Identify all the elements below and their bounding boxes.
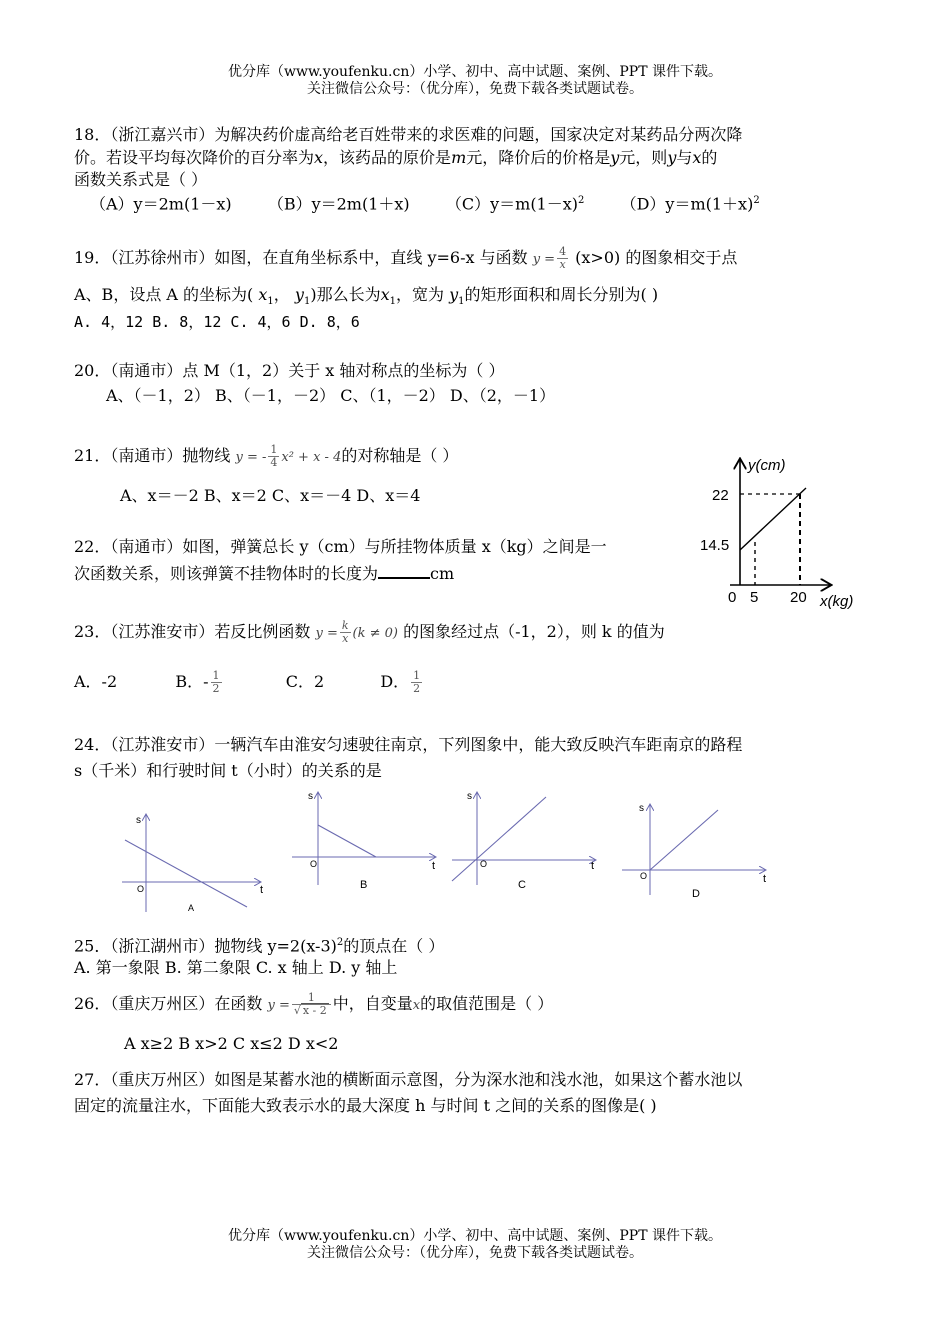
q20-line-1: 20．（南通市）点 M（1，2）关于 x 轴对称点的坐标为（ ） — [74, 361, 505, 380]
q24-a-s: s — [136, 815, 141, 826]
q24-b-label: B — [360, 879, 368, 891]
q24-graph-a — [122, 815, 263, 913]
q24-line-2: s（千米）和行驶时间 t（小时）的关系的是 — [74, 761, 382, 780]
q24-a-t: t — [260, 884, 264, 896]
q25-line-1: 25．（浙江湖州市）抛物线 $y=2(x-3)^2$的顶点在（ ） — [74, 936, 445, 956]
q24-graph-c — [452, 791, 595, 891]
q24-a-o: O — [137, 884, 145, 894]
q22-answer-blank — [378, 563, 430, 579]
q19-line-2: A、B，设点 A 的坐标为( $x_1$， $y_1$)那么长为$x_1$，宽为 $y_1$的矩形面积和周长分别为( ) — [74, 285, 659, 308]
q23-half-d: $\frac{1}{2}$ — [413, 669, 421, 695]
footer-line-1: 优分库（www.youfenku.cn）小学、初中、高中试题、案例、PPT 课件下载。 — [227, 1228, 722, 1244]
q18-option-b: （B）y＝2m(1＋x) — [267, 194, 410, 214]
q24-b-t: t — [432, 860, 436, 872]
q24-d-s: s — [639, 803, 644, 814]
q24-d-label: D — [692, 888, 700, 900]
q24-a-label: A — [188, 903, 195, 913]
q18-option-d: （D）y＝m(1＋x) — [620, 194, 754, 214]
q22-line — [740, 488, 806, 550]
q24-d-t: t — [763, 873, 767, 885]
q22-line-2: 次函数关系，则该弹簧不挂物体时的长度为 cm — [74, 564, 455, 583]
q22-ylabel: y(cm) — [748, 457, 786, 474]
q19-options: A. 4，12 B. 8，12 C. 4，6 D. 8，6 — [74, 313, 360, 331]
q27-line-2: 固定的流量注水，下面能大致表示水的最大深度 h 与时间 t 之间的关系的图像是( ) — [74, 1096, 657, 1115]
q24-b-s: s — [308, 791, 313, 802]
q24-d-o: O — [640, 871, 648, 881]
q22-spring-chart — [700, 450, 870, 615]
q24-graph-b — [292, 791, 435, 891]
q19-fraction: $\frac{4}{x}$ — [559, 245, 567, 271]
q24-c-t: t — [591, 860, 595, 872]
q20-options: A、（－1，2） B、（－1，－2） C、（1，－2） D、（2，－1） — [106, 386, 556, 405]
q25-options: A. 第一象限 B. 第二象限 C. x 轴上 D. y 轴上 — [74, 958, 398, 977]
q26-line-1: 26．（重庆万州区）在函数 y = $\frac{1}{√ x - 2}$ 中，自变量x的取值范围是（ ） — [74, 991, 554, 1017]
q22-line-1: 22．（南通市）如图，弹簧总长 y（cm）与所挂物体质量 x（kg）之间是一 — [74, 537, 607, 556]
q24-graphs — [110, 785, 800, 920]
q24-c-o: O — [480, 859, 488, 869]
q23-option-d: D． — [380, 672, 410, 691]
q24-graph-d — [622, 803, 766, 900]
q23-option-c: C．2 — [285, 672, 325, 691]
page-footer — [0, 1228, 950, 1262]
footer-line-2: 关注微信公众号：（优分库），免费下载各类试题试卷。 — [307, 1245, 643, 1261]
q22-tick-20: 20 — [790, 589, 807, 606]
q26-options: A x≥2 B x>2 C x≤2 D x<2 — [124, 1034, 339, 1053]
q21-options: A、x＝－2 B、x＝2 C、x＝－4 D、x＝4 — [120, 486, 421, 505]
q19-line-1: 19．（江苏徐州市）如图，在直角坐标系中，直线 y=6-x 与函数 y = $\frac{4}{x}$ (x>0) 的图象相交于点 — [74, 245, 738, 271]
q23-half-b: $\frac{1}{2}$ — [212, 669, 220, 695]
q21-fraction: $\frac{1}{4}$ — [270, 443, 278, 469]
q24-b-o: O — [310, 859, 318, 869]
q23-option-a: A．-2 — [74, 672, 118, 691]
page-header — [0, 64, 950, 98]
q23-options — [74, 670, 424, 695]
q21-line-1: 21．（南通市）抛物线 y = - $\frac{1}{4}$ x² + x - 4的对称轴是（ ） — [74, 443, 459, 469]
q18-line-2: 价。若设平均每次降价的百分率为x，该药品的原价是m元，降价后的价格是y元，则y与x的 — [74, 148, 718, 167]
q24-line-1: 24．（江苏淮安市）一辆汽车由淮安匀速驶往南京，下列图象中，能大致反映汽车距南京的路程 — [74, 735, 743, 754]
q18-option-a: （A）y＝2m(1－x) — [90, 194, 232, 214]
q24-c-label: C — [518, 879, 526, 891]
q18-option-c: （C）y＝m(1－x) — [445, 194, 579, 214]
header-line-2: 关注微信公众号：（优分库），免费下载各类试题试卷。 — [307, 81, 643, 97]
q18-line-3: 函数关系式是（ ） — [74, 170, 208, 189]
q22-xlabel: x(kg) — [820, 593, 854, 610]
header-line-1: 优分库（www.youfenku.cn）小学、初中、高中试题、案例、PPT 课件下载。 — [227, 64, 722, 80]
q22-tick-22: 22 — [712, 487, 729, 504]
q18-line-1: 18．（浙江嘉兴市）为解决药价虚高给老百姓带来的求医难的问题，国家决定对某药品分两次降 — [74, 125, 743, 144]
q26-fraction: $\frac{1}{√ x - 2}$ — [292, 992, 331, 1017]
q22-tick-5: 5 — [750, 589, 759, 606]
q23-fraction: $\frac{k}{x}$ — [341, 619, 349, 645]
q23-line-1: 23．（江苏淮安市）若反比例函数 y = $\frac{k}{x}$ (k ≠ 0) 的图象经过点（-1，2），则 k 的值为 — [74, 619, 665, 645]
q23-option-b: B．- — [175, 672, 209, 691]
q18-options: （A）y＝2m(1－x) （B）y＝2m(1＋x) $(C)y=m(1-x)^2$ $(D)y=m(1+x)^2$ — [90, 194, 760, 214]
q27-line-1: 27．（重庆万州区）如图是某蓄水池的横断面示意图，分为深水池和浅水池，如果这个蓄水池以 — [74, 1070, 743, 1089]
q24-c-s: s — [467, 791, 472, 802]
q22-tick-0: 0 — [728, 589, 737, 606]
q22-tick-14-5: 14.5 — [700, 537, 730, 554]
